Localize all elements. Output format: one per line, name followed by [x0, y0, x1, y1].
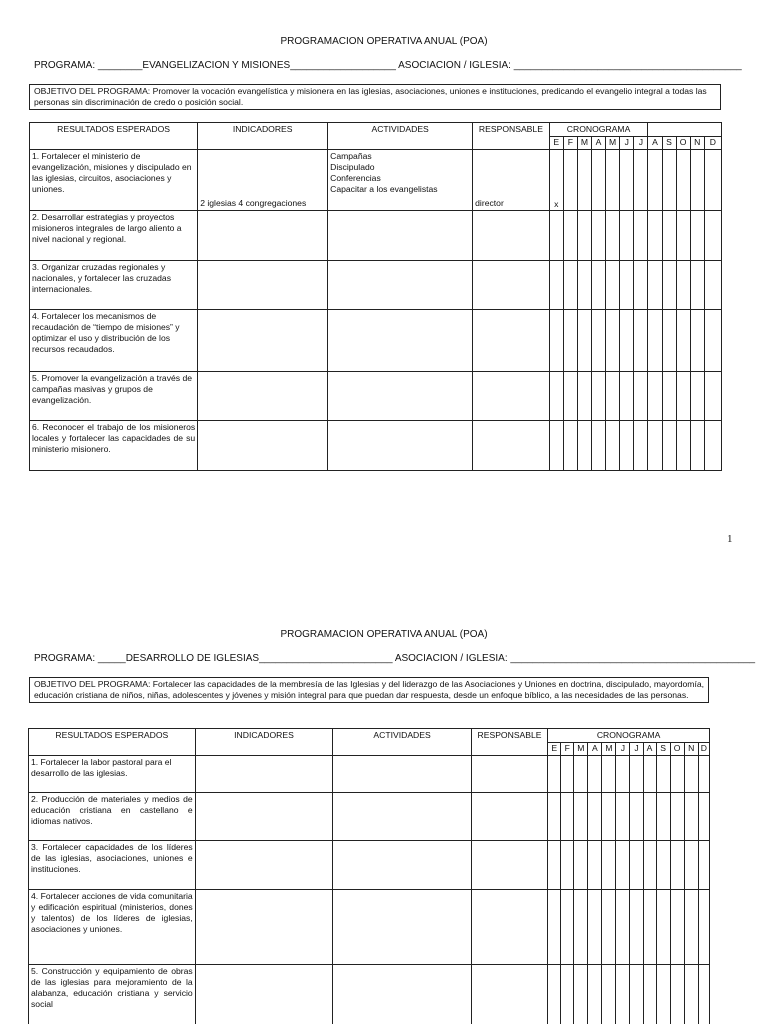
- sheet2-resultado-1: 1. Fortalecer la labor pastoral para el desarrollo de las iglesias.: [29, 756, 196, 793]
- sheet1-resultado-3: 3. Organizar cruzadas regionales y nacionales, y fortalecer las cruzadas internacionales.: [30, 261, 198, 310]
- table-row: [29, 841, 710, 890]
- actividad-item: Campañas: [330, 151, 372, 161]
- sheet2-month: A: [588, 743, 602, 756]
- sheet2-header-cronograma: CRONOGRAMA: [548, 729, 710, 743]
- sheet2-month: M: [574, 743, 588, 756]
- sheet2-month: S: [656, 743, 670, 756]
- sheet2-programa-line: [34, 653, 755, 664]
- sheet1-month: M: [606, 137, 620, 150]
- sheet2-resultado-4: 4. Fortalecer acciones de vida comunitaria y edificación espiritual (ministerios, dones y talentos) de los líderes de iglesias, asociaciones y uniones.: [29, 890, 196, 965]
- sheet2-header-indicadores: INDICADORES: [195, 729, 333, 756]
- sheet2-resultado-2: 2. Producción de materiales y medios de educación cristiana en castellano e idiomas nativos.: [29, 793, 196, 841]
- sheet1-resultado-1: 1. Fortalecer el ministerio de evangelización, misiones y discipulado en las iglesias, circuitos, asociaciones y uniones.: [30, 150, 198, 211]
- actividad-item: Capacitar a los evangelistas: [330, 184, 438, 194]
- sheet2-month: D: [698, 743, 709, 756]
- sheet2-header-resultados: RESULTADOS ESPERADOS: [29, 729, 196, 756]
- table-row: [29, 890, 710, 965]
- sheet1-month: A: [591, 137, 605, 150]
- sheet1-resultado-4: 4. Fortalecer los mecanismos de recaudación de “tiempo de misiones” y optimizar el uso y distribución de los recursos recaudados.: [30, 310, 198, 372]
- sheet1-header-responsable: RESPONSABLE: [473, 123, 550, 150]
- sheet1-header-indicadores: INDICADORES: [198, 123, 328, 150]
- table-row: [30, 261, 722, 310]
- sheet1-title: PROGRAMACION OPERATIVA ANUAL (POA): [280, 36, 488, 47]
- table-row: [30, 421, 722, 471]
- sheet2-month: A: [643, 743, 656, 756]
- sheet1-asociacion-value: _________________________________________: [513, 60, 742, 71]
- sheet1-month: J: [634, 137, 648, 150]
- sheet1-month: M: [577, 137, 591, 150]
- sheet1-header-actividades: ACTIVIDADES: [328, 123, 473, 150]
- table-row: [29, 793, 710, 841]
- sheet2-asociacion-value: ____________________________________________: [510, 653, 756, 664]
- sheet2-resultado-3: 3. Fortalecer capacidades de los líderes de las iglesias, asociaciones, uniones e instituciones.: [29, 841, 196, 890]
- sheet1-responsable-1: director: [473, 150, 550, 211]
- sheet2-month: E: [548, 743, 561, 756]
- sheet2-asociacion-label: ASOCIACION / IGLESIA:: [394, 653, 508, 664]
- table-row: [29, 756, 710, 793]
- sheet2-month: J: [630, 743, 643, 756]
- sheet1-indicador-1: 2 iglesias 4 congregaciones: [198, 150, 328, 211]
- sheet1-programa-line: [34, 60, 742, 71]
- sheet2-programa-label: PROGRAMA:: [34, 653, 96, 664]
- table-row: [30, 150, 722, 211]
- sheet2-month: O: [670, 743, 684, 756]
- sheet1-month: O: [676, 137, 690, 150]
- sheet1-asociacion-label: ASOCIACION / IGLESIA:: [398, 60, 511, 71]
- sheet1-actividades-1: [328, 150, 473, 211]
- table-row: [30, 211, 722, 261]
- sheet1-month: F: [563, 137, 577, 150]
- sheet1-month: D: [704, 137, 721, 150]
- sheet1-month: S: [662, 137, 676, 150]
- actividad-item: Discipulado: [330, 162, 375, 172]
- sheet2-objective: OBJETIVO DEL PROGRAMA: Fortalecer las capacidades de la membresía de las Iglesias y del liderazgo de las Asociaciones y Uniones en doctrina, discipulado, mayordomía, educación cristiana de niños, niñas, adolescentes y jóvenes y misión integral para que puedan dar respuesta, desde un enfoque bíblico, a las necesidades de las personas.: [29, 677, 709, 703]
- sheet1-header-resultados: RESULTADOS ESPERADOS: [30, 123, 198, 150]
- table-row: [30, 372, 722, 421]
- table-row: [30, 310, 722, 372]
- sheet2-title: PROGRAMACION OPERATIVA ANUAL (POA): [280, 629, 488, 640]
- sheet1-objective: OBJETIVO DEL PROGRAMA: Promover la vocación evangelística y misionera en las iglesias, asociaciones, uniones e instituciones, predicando el evangelio integral a todas las personas sin discriminación de credo o posición social.: [29, 84, 721, 110]
- sheet1-month: A: [648, 137, 662, 150]
- sheet1-mark-1: x: [549, 150, 563, 211]
- sheet1-month: N: [690, 137, 704, 150]
- sheet2-poa-table: [28, 728, 710, 1024]
- sheet1-resultado-6: 6. Reconocer el trabajo de los misioneros locales y fortalecer las capacidades de su ministerio misionero.: [30, 421, 198, 471]
- sheet1-resultado-5: 5. Promover la evangelización a través de campañas masivas y grupos de evangelización.: [30, 372, 198, 421]
- sheet1-programa-label: PROGRAMA:: [34, 60, 96, 71]
- sheet1-month: J: [620, 137, 634, 150]
- sheet2-header-actividades: ACTIVIDADES: [333, 729, 472, 756]
- actividad-item: Conferencias: [330, 173, 381, 183]
- sheet2-month: F: [561, 743, 574, 756]
- sheet1-header-cronograma: CRONOGRAMA: [549, 123, 648, 137]
- sheet1-resultado-2: 2. Desarrollar estrategias y proyectos misioneros integrales de largo aliento a nivel nacional y regional.: [30, 211, 198, 261]
- page-number: 1: [727, 533, 733, 545]
- sheet2-month: J: [616, 743, 630, 756]
- sheet1-poa-table: [29, 122, 722, 471]
- sheet1-month: E: [549, 137, 563, 150]
- sheet2-programa-value: _____DESARROLLO DE IGLESIAS________________________: [97, 653, 393, 664]
- sheet2-month: N: [684, 743, 698, 756]
- sheet2-resultado-5: 5. Construcción y equipamiento de obras de las iglesias para mejoramiento de la alabanza, educación cristiana y servicio social: [29, 965, 196, 1024]
- table-row: [29, 965, 710, 1024]
- sheet2-month: M: [602, 743, 616, 756]
- sheet1-header-blank: [648, 123, 722, 137]
- sheet1-programa-value: ________EVANGELIZACION Y MISIONES___________________: [97, 60, 396, 71]
- sheet2-header-responsable: RESPONSABLE: [471, 729, 547, 756]
